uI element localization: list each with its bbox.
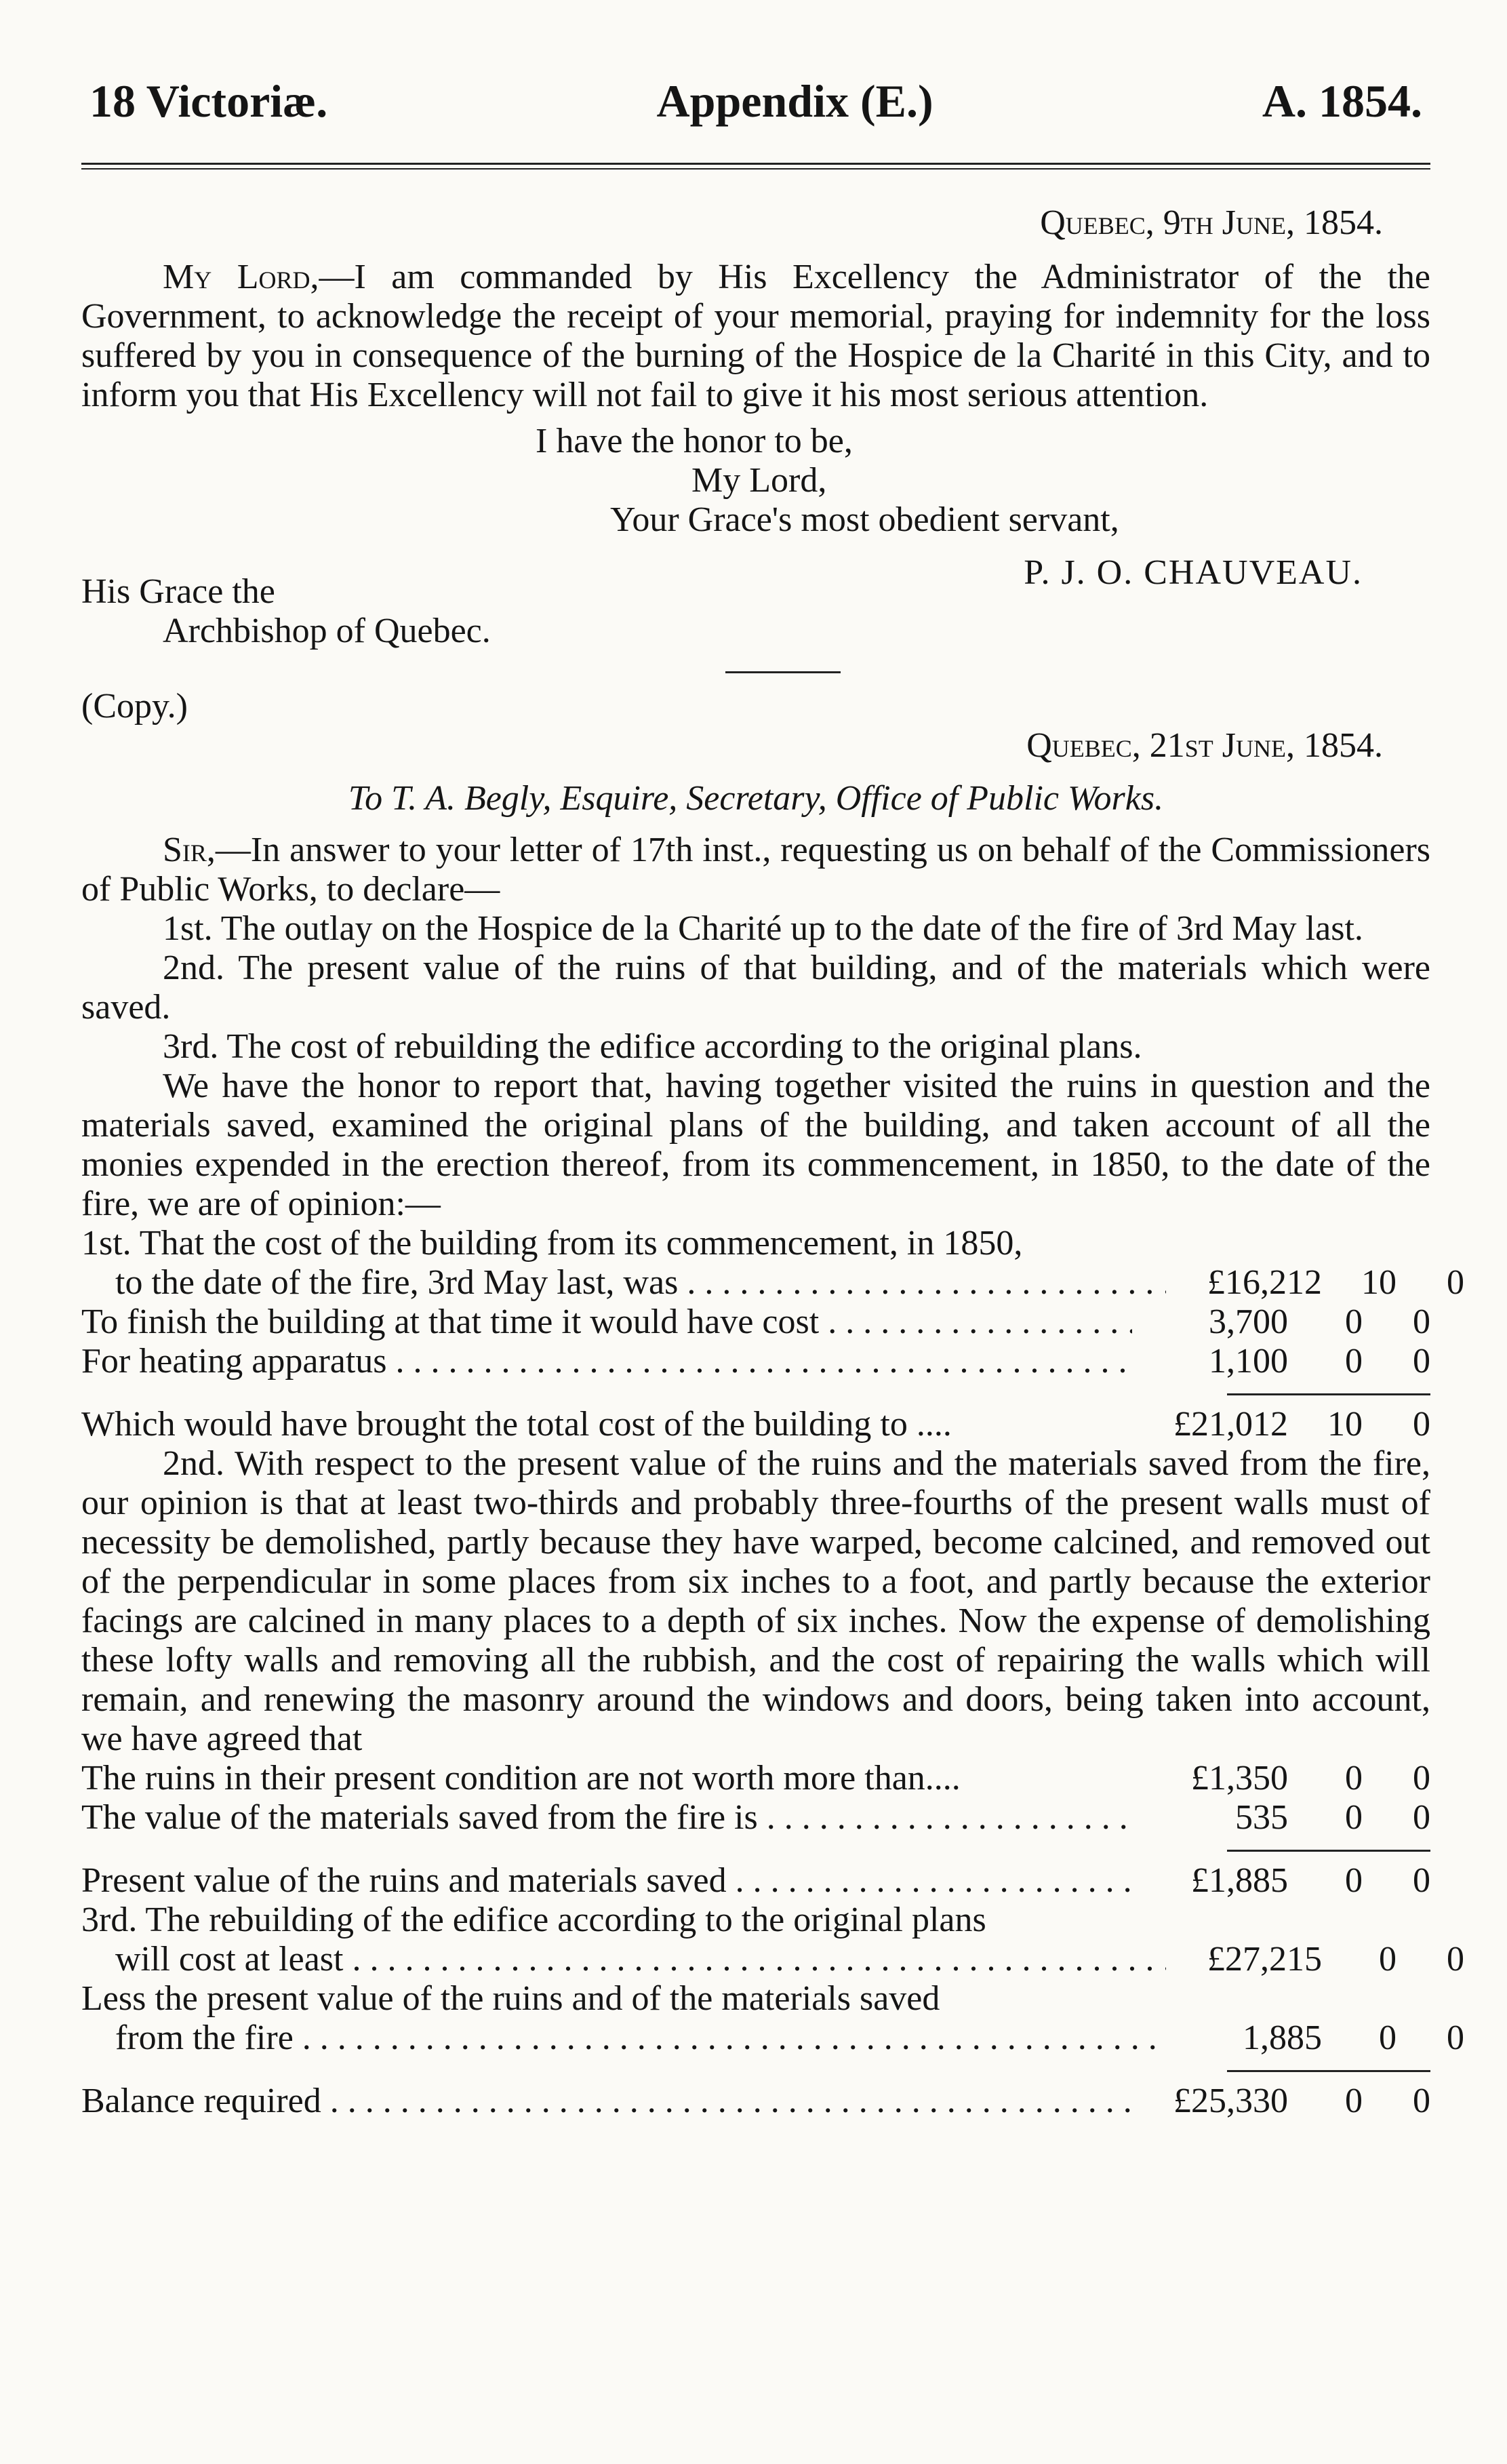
sum-rule bbox=[1227, 1850, 1430, 1852]
closing-line-3: Your Grace's most obedient servant, bbox=[610, 500, 1119, 539]
section-divider bbox=[725, 671, 841, 673]
addressee-line-1: His Grace the bbox=[81, 572, 275, 611]
report-paragraph: We have the honor to report that, having together visited the ruins in question and the materials saved, examined the original plans of the building, and taken account of all the monies expended in the erection thereof, from its commencement, in 1850, to the date of the fire, we are of opinion:— bbox=[81, 1067, 1430, 1223]
letter2-dateline: Quebec, 21st June, 1854. bbox=[1026, 726, 1383, 765]
header-rule bbox=[81, 163, 1430, 170]
account-total-row: Present value of the ruins and materials saved . . . £1,885 0 0 bbox=[81, 1861, 1430, 1901]
letter-one bbox=[81, 203, 1430, 673]
header-session: 18 Victoriæ. bbox=[89, 75, 328, 127]
closing-line-2: My Lord, bbox=[691, 461, 827, 500]
request-item-3: 3rd. The cost of rebuilding the edifice according to the original plans. bbox=[163, 1027, 1142, 1066]
account-total-row: Which would have brought the total cost of the building to .... £21,012 10 0 bbox=[81, 1405, 1430, 1444]
letter2-intro: Sir,—In answer to your letter of 17th inst., requesting us on behalf of the Commissioners of Public Works, to declare— bbox=[81, 831, 1430, 909]
account-row: will cost at least . . . £27,215 0 0 bbox=[81, 1940, 1464, 1979]
request-item-2: 2nd. The present value of the ruins of that building, and of the materials which were saved. bbox=[81, 949, 1430, 1027]
letter1-salutation: My Lord, bbox=[163, 258, 319, 296]
letter2-salutation: Sir, bbox=[163, 831, 216, 869]
letter1-closing bbox=[536, 422, 1430, 540]
letter2-to-line: To T. A. Begly, Esquire, Secretary, Office of Public Works. bbox=[348, 779, 1164, 818]
less-intro: Less the present value of the ruins and of the materials saved bbox=[81, 1979, 940, 2018]
account-row: To finish the building at that time it would have cost . . . 3,700 0 0 bbox=[81, 1303, 1430, 1342]
closing-line-1: I have the honor to be, bbox=[536, 422, 853, 460]
second-finding: 2nd. With respect to the present value of the ruins and the materials saved from the fire, our opinion is that at least two-thirds and probably three-fourths of the present walls must of necessity be demolished, partly because they have warped, become calcined, and removed out of the perpendicular in some places from six inches to a foot, and partly because the exterior facings are calcined in many places to a depth of six inches. Now the expense of demolishing these lofty walls and removing all the rubbish, and the cost of repairing the walls which will remain, and renewing the masonry around the windows and doors, being taken into account, we have agreed that bbox=[81, 1444, 1430, 1758]
document-page bbox=[81, 75, 1464, 2121]
header-year: A. 1854. bbox=[1262, 75, 1422, 127]
addressee-line-2: Archbishop of Quebec. bbox=[163, 612, 491, 650]
balance-row: Balance required . . . £25,330 0 0 bbox=[81, 2082, 1430, 2121]
account-row: from the fire . . . 1,885 0 0 bbox=[81, 2019, 1464, 2058]
third-finding-intro: 3rd. The rebuilding of the edifice according to the original plans bbox=[81, 1901, 986, 1939]
account-row: The value of the materials saved from the fire is . . . 535 0 0 bbox=[81, 1798, 1430, 1837]
header-appendix: Appendix (E.) bbox=[656, 75, 933, 127]
letter-two bbox=[81, 687, 1464, 2121]
letter1-signature: P. J. O. CHAUVEAU. bbox=[1024, 553, 1363, 592]
letter1-body: —I am commanded by His Excellency the Administrator of the the Government, to acknowledge the receipt of your memorial, praying for indemnity for the loss suffered by you in consequence of the burning of the Hospice de la Charité in this City, and to inform you that His Excellency will not fail to give it his most serious attention. bbox=[81, 258, 1430, 414]
first-finding-intro: 1st. That the cost of the building from its commencement, in 1850, bbox=[81, 1224, 1023, 1263]
letter1-dateline: Quebec, 9th June, 1854. bbox=[1040, 203, 1383, 242]
sum-rule bbox=[1227, 1393, 1430, 1395]
running-header bbox=[81, 75, 1430, 136]
account-row: The ruins in their present condition are not worth more than.... £1,350 0 0 bbox=[81, 1759, 1430, 1797]
account-row: to the date of the fire, 3rd May last, was . . . £16,212 10 0 bbox=[81, 1263, 1464, 1303]
copy-label: (Copy.) bbox=[81, 687, 188, 726]
account-row: For heating apparatus . . . 1,100 0 0 bbox=[81, 1342, 1430, 1381]
request-item-1: 1st. The outlay on the Hospice de la Charité up to the date of the fire of 3rd May last. bbox=[163, 909, 1363, 948]
letter1-paragraph bbox=[81, 258, 1430, 415]
sum-rule bbox=[1227, 2070, 1430, 2072]
